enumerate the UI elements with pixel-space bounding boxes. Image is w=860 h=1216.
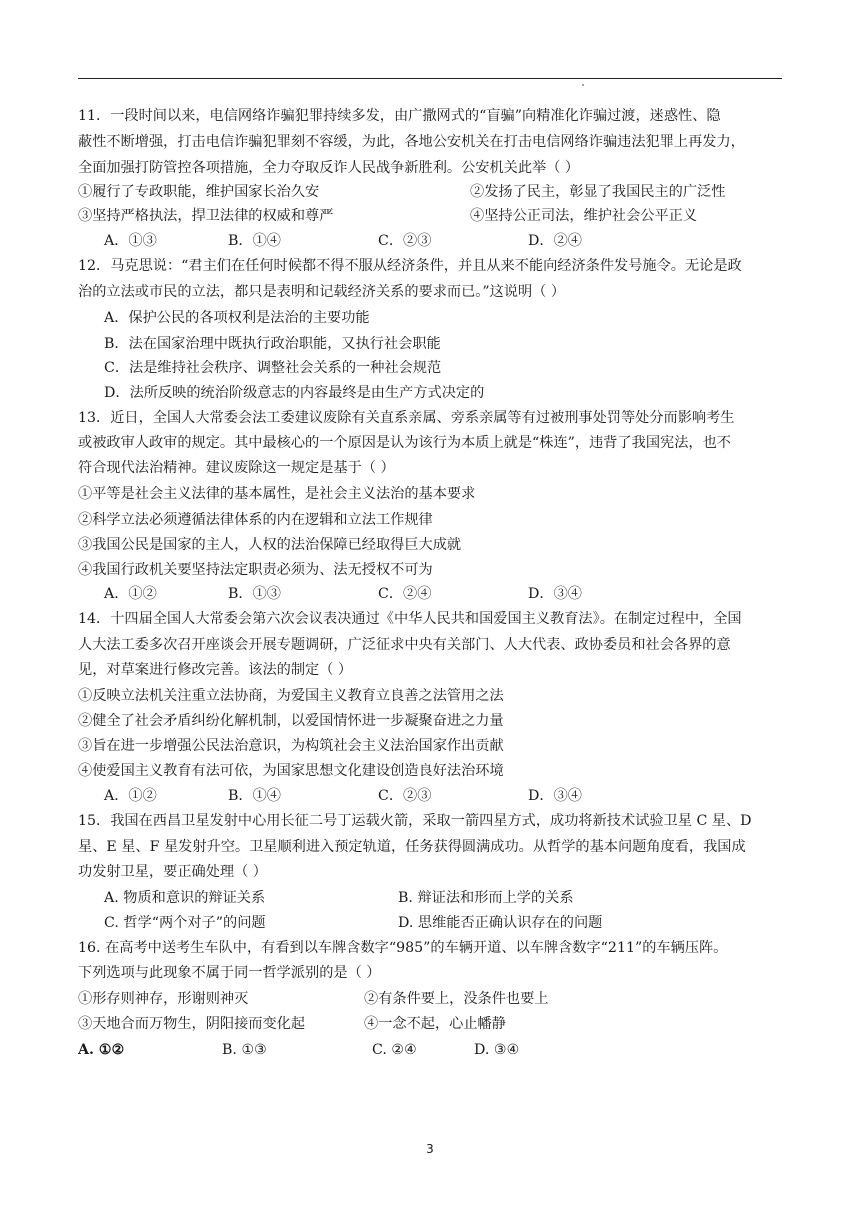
header-rule xyxy=(78,78,782,79)
option-c: C．法是维持社会秩序、调整社会关系的一种社会规范 xyxy=(104,360,442,376)
statement-1: ①平等是社会主义法律的基本属性，是社会主义法治的基本要求 xyxy=(78,486,476,502)
statement-4: ④坚持公正司法，维护社会公平正义 xyxy=(470,208,698,224)
statement-1: ①履行了专政职能，维护国家长治久安 xyxy=(78,184,320,200)
option-a: A. ①② xyxy=(78,1042,125,1058)
option-b: B. ①③ xyxy=(222,1042,267,1058)
option-a: A．①③ xyxy=(104,233,157,249)
statement-2: ②健全了社会矛盾纠纷化解机制，以爱国情怀进一步凝聚奋进之力量 xyxy=(78,713,504,729)
statement-3: ③坚持严格执法，捍卫法律的权威和尊严 xyxy=(78,208,334,224)
question-stem-line: 蔽性不断增强，打击电信诈骗犯罪刻不容缓，为此，各地公安机关在打击电信网络诈骗违法犯罪上再发力， xyxy=(78,134,745,150)
header-mark xyxy=(582,84,584,86)
option-b: B．①④ xyxy=(228,788,281,804)
question-stem-line: 16. 在高考中送考生车队中，有看到以车牌含数字“985”的车辆开道、以车牌含数字“211”的车辆压阵。 xyxy=(78,940,728,956)
statement-4: ④我国行政机关要坚持法定职责必须为、法无授权不可为 xyxy=(78,562,433,578)
question-stem-line: 治的立法或市民的立法，都只是表明和记载经济关系的要求而已。”这说明（ ） xyxy=(78,284,566,300)
option-d: D．③④ xyxy=(528,586,582,602)
statement-2: ②发扬了民主，彰显了我国民主的广泛性 xyxy=(470,184,726,200)
question-stem-line: 符合现代法治精神。建议废除这一规定是基于（ ） xyxy=(78,460,395,476)
statement-3: ③我国公民是国家的主人，人权的法治保障已经取得巨大成就 xyxy=(78,537,462,553)
option-a: A．①② xyxy=(104,788,157,804)
option-b: B．①③ xyxy=(228,586,281,602)
option-b: B. 辩证法和形而上学的关系 xyxy=(398,890,574,906)
option-d: D．法所反映的统治阶级意志的内容最终是由生产方式决定的 xyxy=(104,385,485,401)
statement-1: ①形存则神存，形谢则神灭 xyxy=(78,991,249,1007)
statement-3: ③天地合而万物生，阴阳接而变化起 xyxy=(78,1016,306,1032)
option-c: C．②④ xyxy=(378,586,432,602)
option-c: C. ②④ xyxy=(372,1042,417,1058)
question-stem-line: 星、E 星、F 星发射升空。卫星顺利进入预定轨道，任务获得圆满成功。从哲学的基本问题角度看，我国成 xyxy=(78,839,746,855)
question-stem-line: 全面加强打防管控各项措施，全力夺取反诈人民战争新胜利。公安机关此举（ ） xyxy=(78,160,580,176)
question-stem-line: 或被政审人政审的规定。其中最核心的一个原因是认为该行为本质上就是“株连”，违背了我国宪法，也不 xyxy=(78,435,731,451)
question-stem-line: 功发射卫星，要正确处理（ ） xyxy=(78,864,267,880)
option-d: D．②④ xyxy=(528,233,582,249)
question-stem-line: 见，对草案进行修改完善。该法的制定（ ） xyxy=(78,662,353,678)
option-d: D. ③④ xyxy=(474,1042,520,1058)
option-b: B．①④ xyxy=(228,233,281,249)
page-number: 3 xyxy=(426,1142,434,1156)
option-c: C．②③ xyxy=(378,233,432,249)
option-d: D. 思维能否正确认识存在的问题 xyxy=(398,915,603,931)
question-stem-line: 13．近日，全国人大常委会法工委建议废除有关直系亲属、旁系亲属等有过被刑事处罚等处分而影响考生 xyxy=(78,410,735,426)
question-stem-line: 14．十四届全国人大常委会第六次会议表决通过《中华人民共和国爱国主义教育法》。在制定过程中，全国 xyxy=(78,611,742,627)
statement-4: ④一念不起，心止幡静 xyxy=(364,1016,506,1032)
statement-3: ③旨在进一步增强公民法治意识，为构筑社会主义法治国家作出贡献 xyxy=(78,738,504,754)
question-stem-line: 12．马克思说：“君主们在任何时候都不得不服从经济条件，并且从来不能向经济条件发号施令。无论是政 xyxy=(78,258,742,274)
question-stem-line: 11．一段时间以来，电信网络诈骗犯罪持续多发，由广撒网式的“盲骗”向精准化诈骗过渡，迷惑性、隐 xyxy=(78,108,721,124)
option-c: C．②③ xyxy=(378,788,432,804)
statement-2: ②有条件要上，没条件也要上 xyxy=(364,991,549,1007)
option-d: D．③④ xyxy=(528,788,582,804)
statement-1: ①反映立法机关注重立法协商，为爱国主义教育立良善之法管用之法 xyxy=(78,688,504,704)
option-a: A．①② xyxy=(104,586,157,602)
question-stem-line: 15．我国在西昌卫星发射中心用长征二号丁运载火箭，采取一箭四星方式，成功将新技术试验卫星 C 星、D xyxy=(78,813,752,829)
option-a: A. 物质和意识的辩证关系 xyxy=(104,890,266,906)
option-c: C. 哲学“两个对子”的问题 xyxy=(104,915,266,931)
question-stem-line: 人大法工委多次召开座谈会开展专题调研，广泛征求中央有关部门、人大代表、政协委员和社会各界的意 xyxy=(78,637,731,653)
statement-4: ④使爱国主义教育有法可依，为国家思想文化建设创造良好法治环境 xyxy=(78,763,504,779)
option-a: A．保护公民的各项权利是法治的主要功能 xyxy=(104,310,370,326)
question-stem-line: 下列选项与此现象不属于同一哲学派别的是（ ） xyxy=(78,965,381,981)
option-b: B．法在国家治理中既执行政治职能，又执行社会职能 xyxy=(104,336,441,352)
statement-2: ②科学立法必须遵循法律体系的内在逻辑和立法工作规律 xyxy=(78,512,433,528)
